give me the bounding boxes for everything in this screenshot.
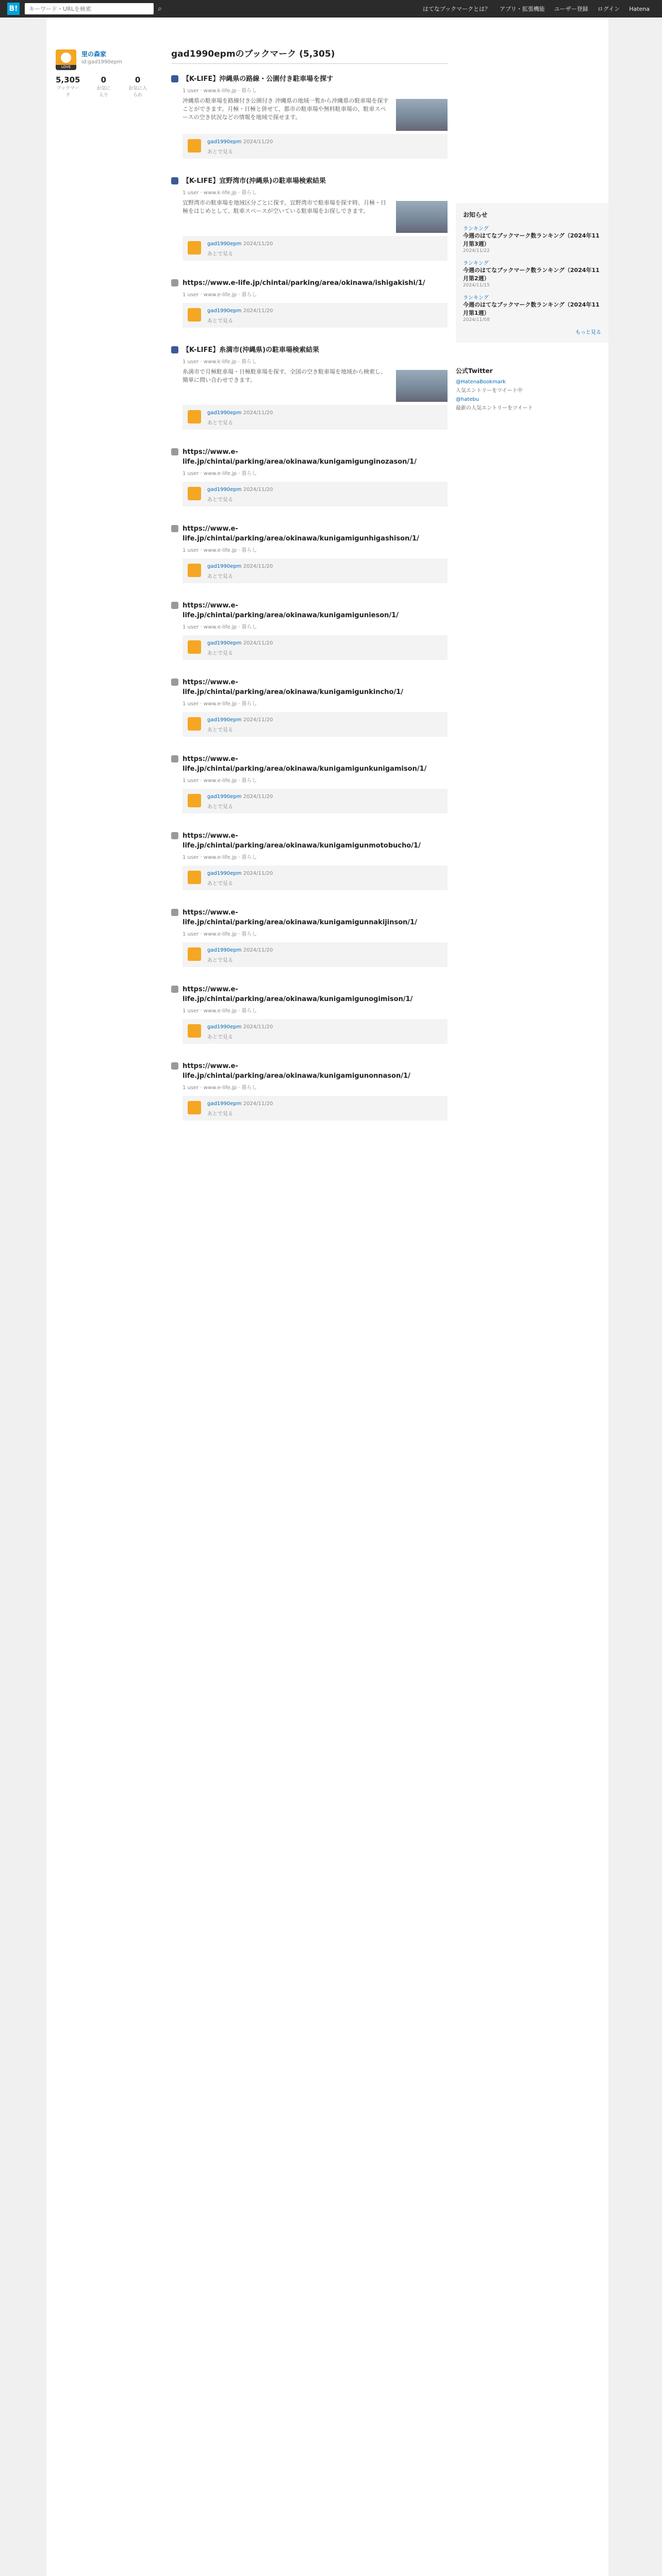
bookmark-list bbox=[171, 46, 448, 1121]
entry-title[interactable]: https://www.e-life.jp/chintai/parking/area/okinawa/ishigakishi/1/ bbox=[183, 279, 425, 287]
favorite-count: 0 bbox=[101, 75, 107, 84]
comment-avatar[interactable] bbox=[188, 640, 201, 654]
favicon-icon bbox=[171, 602, 178, 609]
comment-avatar[interactable] bbox=[188, 564, 201, 577]
notice-item[interactable] bbox=[463, 293, 601, 323]
comment-user[interactable]: gad1990epm 2024/11/20 bbox=[207, 717, 273, 723]
bookmark-entry bbox=[171, 176, 448, 261]
entry-title[interactable]: https://www.e-life.jp/chintai/parking/area/okinawa/kunigamigunieson/1/ bbox=[183, 602, 399, 619]
comment-text: あとで見る bbox=[207, 804, 233, 810]
twitter-link[interactable]: @hatebu bbox=[456, 397, 479, 402]
favicon-icon bbox=[171, 346, 178, 353]
notice-item[interactable] bbox=[463, 259, 601, 288]
comment-avatar[interactable] bbox=[188, 717, 201, 731]
notice-heading: お知らせ bbox=[463, 211, 488, 218]
notice-date: 2024/11/08 bbox=[463, 317, 490, 323]
comment-avatar[interactable] bbox=[188, 308, 201, 321]
comment-box bbox=[183, 405, 448, 430]
comment-text: あとで見る bbox=[207, 574, 233, 580]
comment-avatar[interactable] bbox=[188, 794, 201, 807]
comment-avatar[interactable] bbox=[188, 487, 201, 500]
entry-meta: 1 user · www.e-life.jp · 暮らし bbox=[183, 701, 257, 707]
bookmark-entry bbox=[171, 1061, 448, 1121]
comment-user[interactable]: gad1990epm 2024/11/20 bbox=[207, 139, 273, 145]
bookmark-entry bbox=[171, 345, 448, 430]
comment-avatar[interactable] bbox=[188, 947, 201, 961]
entry-meta: 1 user · www.e-life.jp · 暮らし bbox=[183, 292, 257, 298]
bookmark-entry bbox=[171, 447, 448, 506]
favicon-icon bbox=[171, 279, 178, 286]
favicon-icon bbox=[171, 177, 178, 184]
entry-title[interactable]: 【K-LIFE】沖縄県の路線・公園付き駐車場を探す bbox=[183, 75, 334, 83]
comment-box bbox=[183, 635, 448, 660]
entry-meta: 1 user · www.e-life.jp · 暮らし bbox=[183, 778, 257, 784]
comment-user[interactable]: gad1990epm 2024/11/20 bbox=[207, 1024, 273, 1030]
bookmark-entry bbox=[171, 754, 448, 814]
search-input[interactable] bbox=[25, 3, 154, 14]
comment-user[interactable]: gad1990epm 2024/11/20 bbox=[207, 640, 273, 646]
entry-thumbnail[interactable] bbox=[396, 201, 448, 233]
notice-box bbox=[456, 203, 608, 343]
favorited-count: 0 bbox=[135, 75, 141, 84]
comment-avatar[interactable] bbox=[188, 1024, 201, 1038]
favorited-count-label: お気に入られ bbox=[128, 86, 147, 98]
twitter-box bbox=[456, 366, 608, 411]
comment-user[interactable]: gad1990epm 2024/11/20 bbox=[207, 410, 273, 416]
entry-title[interactable]: https://www.e-life.jp/chintai/parking/area/okinawa/kunigamigunogimison/1/ bbox=[183, 986, 413, 1003]
twitter-desc: 人気エントリーをツイート中 bbox=[456, 388, 523, 394]
comment-box bbox=[183, 866, 448, 890]
favicon-icon bbox=[171, 909, 178, 916]
notice-title[interactable]: 今週のはてなブックマーク数ランキング（2024年11月第1週） bbox=[463, 301, 600, 316]
comment-text: あとで見る bbox=[207, 318, 233, 324]
bookmark-entry bbox=[171, 831, 448, 890]
notice-category[interactable]: ランキング bbox=[463, 226, 489, 232]
page-title: gad1990epmのブックマーク (5,305) bbox=[171, 46, 448, 64]
comment-box bbox=[183, 712, 448, 737]
bookmark-count: 5,305 bbox=[56, 75, 80, 84]
comment-text: あとで見る bbox=[207, 420, 233, 426]
notice-date: 2024/11/22 bbox=[463, 248, 490, 253]
entry-description: 宜野湾市の駐車場を地域区分ごとに探す。宜野湾市で駐車場を探す時、月極・日極をはじめとして、駐車スペースが空いている駐車場をお探しできます。 bbox=[183, 199, 387, 214]
comment-text: あとで見る bbox=[207, 1035, 233, 1040]
favicon-icon bbox=[171, 448, 178, 455]
notice-title[interactable]: 今週のはてなブックマーク数ランキング（2024年11月第3週） bbox=[463, 232, 600, 247]
comment-box bbox=[183, 558, 448, 583]
nav-apps[interactable]: アプリ・拡張機能 bbox=[500, 6, 545, 12]
nav-register[interactable]: ユーザー登録 bbox=[554, 6, 588, 12]
comment-box bbox=[183, 789, 448, 814]
search-icon[interactable]: ⌕ bbox=[158, 5, 162, 13]
notice-more-link[interactable]: もっと見る bbox=[575, 330, 601, 335]
comment-avatar[interactable] bbox=[188, 871, 201, 884]
comment-user[interactable]: gad1990epm 2024/11/20 bbox=[207, 947, 273, 953]
comment-avatar[interactable] bbox=[188, 410, 201, 423]
entry-title[interactable]: https://www.e-life.jp/chintai/parking/area/okinawa/kunigamigunhigashison/1/ bbox=[183, 525, 419, 543]
hatena-brand[interactable]: Hatena bbox=[629, 5, 650, 12]
favicon-icon bbox=[171, 679, 178, 686]
comment-box bbox=[183, 1019, 448, 1044]
bookmark-entry bbox=[171, 677, 448, 737]
favorite-count-label: お気に入り bbox=[96, 86, 111, 98]
comment-text: あとで見る bbox=[207, 727, 233, 733]
entry-meta: 1 user · www.e-life.jp · 暮らし bbox=[183, 1008, 257, 1014]
favicon-icon bbox=[171, 75, 178, 82]
sidebar bbox=[456, 203, 608, 411]
bookmark-entry bbox=[171, 985, 448, 1044]
comment-box bbox=[183, 1096, 448, 1121]
comment-text: あとで見る bbox=[207, 497, 233, 503]
user-panel bbox=[56, 49, 148, 98]
notice-item[interactable] bbox=[463, 224, 601, 253]
entry-meta: 1 user · www.e-life.jp · 暮らし bbox=[183, 1085, 257, 1091]
entry-meta: 1 user · www.e-life.jp · 暮らし bbox=[183, 548, 257, 553]
entry-title[interactable]: https://www.e-life.jp/chintai/parking/area/okinawa/kunigamigunginozason/1/ bbox=[183, 448, 417, 466]
entry-description: 沖縄県の駐車場を路線付き公園付き 沖縄県の地域一覧から沖縄県の駐車場を探すことができます。月極・日極と併せて、都市の駐車場や無料駐車場の、駐車スペースの空き状況などの情報を地域で探せます。 bbox=[183, 97, 389, 121]
nav-about[interactable]: はてなブックマークとは？ bbox=[422, 6, 491, 12]
favicon-icon bbox=[171, 832, 178, 839]
comment-box bbox=[183, 942, 448, 967]
entry-title[interactable]: https://www.e-life.jp/chintai/parking/area/okinawa/kunigamigunonnason/1/ bbox=[183, 1062, 410, 1080]
comment-text: あとで見る bbox=[207, 881, 233, 887]
comment-box bbox=[183, 134, 448, 159]
entry-title[interactable]: https://www.e-life.jp/chintai/parking/area/okinawa/kunigamigunkincho/1/ bbox=[183, 679, 404, 696]
entry-thumbnail[interactable] bbox=[396, 99, 448, 131]
bookmark-count-label: ブックマーク bbox=[56, 86, 79, 98]
comment-text: あとで見る bbox=[207, 149, 233, 155]
entry-description: 糸満市で月極駐車場・日極駐車場を探す。全国の空き駐車場を地域から検索し、簡単に問い合わせできます。 bbox=[183, 368, 387, 383]
comment-box bbox=[183, 236, 448, 261]
favicon-icon bbox=[171, 1062, 178, 1070]
bookmark-entry bbox=[171, 908, 448, 967]
favicon-icon bbox=[171, 525, 178, 532]
entry-meta: 1 user · www.e-life.jp · 暮らし bbox=[183, 624, 257, 630]
comment-user[interactable]: gad1990epm 2024/11/20 bbox=[207, 794, 273, 800]
notice-category[interactable]: ランキング bbox=[463, 261, 489, 266]
bookmark-entry bbox=[171, 74, 448, 159]
entry-title[interactable]: 【K-LIFE】宜野湾市(沖縄県)の駐車場検索結果 bbox=[183, 177, 326, 185]
twitter-link[interactable]: @HatenaBookmark bbox=[456, 379, 506, 385]
bookmark-entry bbox=[171, 524, 448, 583]
comment-avatar[interactable] bbox=[188, 241, 201, 255]
notice-date: 2024/11/15 bbox=[463, 283, 490, 288]
comment-text: あとで見る bbox=[207, 251, 233, 257]
notice-title[interactable]: 今週のはてなブックマーク数ランキング（2024年11月第2週） bbox=[463, 267, 600, 282]
entry-title[interactable]: https://www.e-life.jp/chintai/parking/area/okinawa/kunigamigunkunigamison/1/ bbox=[183, 755, 427, 773]
nav-login[interactable]: ログイン bbox=[597, 6, 620, 12]
comment-user[interactable]: gad1990epm 2024/11/20 bbox=[207, 308, 273, 314]
entry-meta: 1 user · www.e-life.jp · 暮らし bbox=[183, 855, 257, 860]
comment-user[interactable]: gad1990epm 2024/11/20 bbox=[207, 241, 273, 247]
user-name[interactable]: 里の森家 bbox=[81, 50, 107, 58]
user-id: id:gad1990epm bbox=[81, 59, 123, 65]
comment-text: あとで見る bbox=[207, 958, 233, 963]
comment-user[interactable]: gad1990epm 2024/11/20 bbox=[207, 871, 273, 876]
entry-thumbnail[interactable] bbox=[396, 370, 448, 402]
top-bar bbox=[0, 0, 662, 18]
avatar[interactable]: LOVE bbox=[56, 49, 76, 70]
hatena-bookmark-logo[interactable]: B! bbox=[7, 3, 20, 15]
comment-box bbox=[183, 303, 448, 328]
favicon-icon bbox=[171, 755, 178, 762]
comment-user[interactable]: gad1990epm 2024/11/20 bbox=[207, 487, 273, 493]
entry-title[interactable]: 【K-LIFE】糸満市(沖縄県)の駐車場検索結果 bbox=[183, 346, 320, 354]
bookmark-entry bbox=[171, 601, 448, 660]
twitter-desc: 最新の人気エントリーをツイート bbox=[456, 405, 533, 411]
bookmark-entry bbox=[171, 278, 448, 328]
comment-avatar[interactable] bbox=[188, 139, 201, 152]
comment-text: あとで見る bbox=[207, 651, 233, 656]
entry-title[interactable]: https://www.e-life.jp/chintai/parking/area/okinawa/kunigamigunnakijinson/1/ bbox=[183, 909, 417, 926]
comment-user[interactable]: gad1990epm 2024/11/20 bbox=[207, 1101, 273, 1107]
entry-meta: 1 user · www.k-life.jp · 暮らし bbox=[183, 190, 257, 196]
favicon-icon bbox=[171, 986, 178, 993]
comment-user[interactable]: gad1990epm 2024/11/20 bbox=[207, 564, 273, 569]
user-stats bbox=[56, 75, 148, 98]
entry-meta: 1 user · www.k-life.jp · 暮らし bbox=[183, 88, 257, 94]
top-nav bbox=[423, 0, 650, 18]
comment-avatar[interactable] bbox=[188, 1101, 201, 1114]
comment-text: あとで見る bbox=[207, 1111, 233, 1117]
entry-meta: 1 user · www.e-life.jp · 暮らし bbox=[183, 471, 257, 477]
comment-box bbox=[183, 482, 448, 506]
notice-category[interactable]: ランキング bbox=[463, 295, 489, 301]
entry-meta: 1 user · www.k-life.jp · 暮らし bbox=[183, 359, 257, 365]
entry-meta: 1 user · www.e-life.jp · 暮らし bbox=[183, 931, 257, 937]
twitter-heading: 公式Twitter bbox=[456, 367, 493, 375]
entry-title[interactable]: https://www.e-life.jp/chintai/parking/area/okinawa/kunigamigunmotobucho/1/ bbox=[183, 832, 421, 850]
